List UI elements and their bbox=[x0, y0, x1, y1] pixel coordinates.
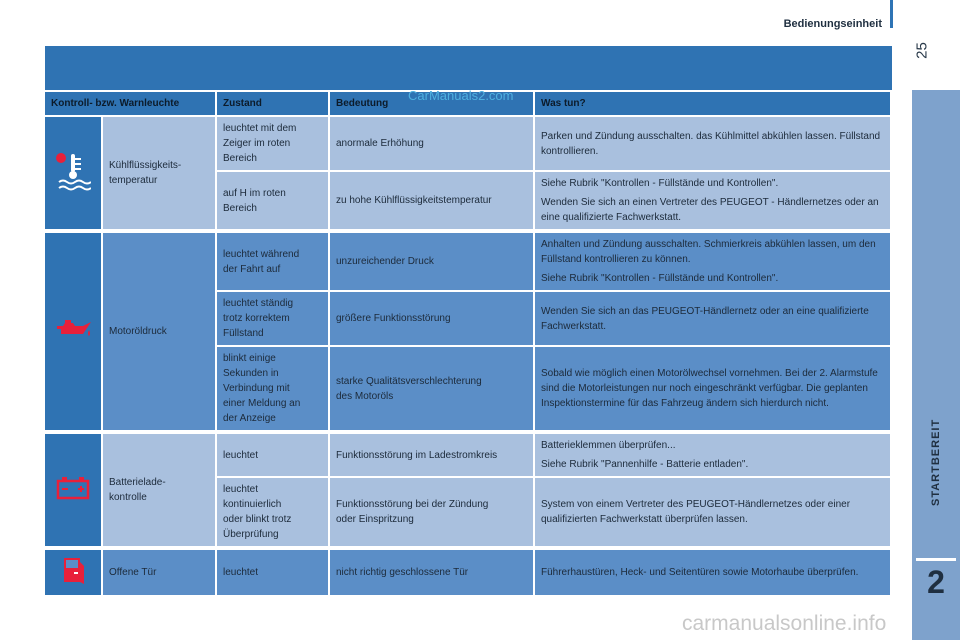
coolant-temperature-icon bbox=[55, 151, 91, 191]
chapter-rule bbox=[916, 558, 956, 561]
coolant-icon-cell bbox=[45, 117, 103, 231]
action-text: Wenden Sie sich an das PEUGEOT-Händlernetz oder an eine qualifizierte Fachwerkstatt. bbox=[541, 305, 869, 332]
header-warnleuchte: Kontroll- bzw. Warnleuchte bbox=[45, 92, 217, 117]
was-tun-cell bbox=[535, 434, 892, 478]
header-bedeutung: Bedeutung bbox=[330, 92, 535, 117]
watermark-bottom: carmanualsonline.info bbox=[682, 612, 887, 635]
bedeutung-cell: Funktionsstörung im Ladestromkreis bbox=[330, 434, 535, 478]
table-row bbox=[45, 117, 892, 172]
action-text: Wenden Sie sich an einen Vertreter des PEUGEOT - Händlernetzes oder an eine qualifizierte Fachwerkstatt. bbox=[541, 197, 879, 223]
was-tun-cell bbox=[535, 550, 892, 597]
zustand-cell: leuchtet während der Fahrt auf bbox=[217, 233, 330, 292]
action-text: Siehe Rubrik "Kontrollen - Füllstände und Kontrollen". bbox=[541, 273, 779, 284]
oil-icon-cell bbox=[45, 233, 103, 432]
battery-icon bbox=[55, 475, 91, 501]
table-row bbox=[45, 233, 892, 292]
table-banner bbox=[45, 46, 892, 90]
bedeutung-cell: Funktionsstörung bei der Zündung oder Einspritzung bbox=[330, 478, 535, 548]
action-text: Anhalten und Zündung ausschalten. Schmierkreis abkühlen lassen, um den Füllstand kontrollieren zu können. bbox=[541, 239, 876, 265]
warning-name-oil: Motoröldruck bbox=[103, 233, 217, 432]
chapter-label: STARTBEREIT bbox=[930, 418, 942, 506]
bedeutung-cell: anormale Erhöhung bbox=[330, 117, 535, 172]
action-text: Führerhaustüren, Heck- und Seitentüren sowie Motorhaube überprüfen. bbox=[541, 567, 859, 578]
door-icon-cell bbox=[45, 550, 103, 597]
table-row bbox=[45, 434, 892, 478]
was-tun-cell bbox=[535, 292, 892, 347]
table-row bbox=[45, 550, 892, 597]
page-number: 25 bbox=[913, 42, 931, 59]
action-text: Sobald wie möglich einen Motorölwechsel vornehmen. Bei der 2. Alarmstufe sind die Motorleistungen nur noch eingeschränkt verfügbar. Die geplanten Inspektionstermine für das Fahrzeug ändern sich hierdurch nicht. bbox=[541, 368, 878, 409]
header-rule bbox=[890, 0, 893, 28]
zustand-cell: auf H im roten Bereich bbox=[217, 172, 330, 231]
header-zustand: Zustand bbox=[217, 92, 330, 117]
bedeutung-cell: nicht richtig geschlossene Tür bbox=[330, 550, 535, 597]
zustand-cell: leuchtet bbox=[217, 434, 330, 478]
action-text: Siehe Rubrik "Pannenhilfe - Batterie entladen". bbox=[541, 459, 749, 470]
watermark-top: CarManuals2.com bbox=[408, 88, 514, 103]
action-text: Parken und Zündung ausschalten. das Kühlmittel abkühlen lassen. Füllstand kontrollieren. bbox=[541, 130, 881, 157]
was-tun-cell bbox=[535, 117, 892, 172]
battery-icon-cell bbox=[45, 434, 103, 548]
header-was-tun: Was tun? bbox=[535, 92, 892, 117]
warning-lights-table bbox=[45, 92, 892, 597]
action-text: System von einem Vertreter des PEUGEOT-Händlernetzes oder einer qualifizierten Fachwerkstatt überprüfen lassen. bbox=[541, 499, 851, 525]
zustand-cell: leuchtet mit dem Zeiger im roten Bereich bbox=[217, 117, 330, 172]
zustand-cell: leuchtet bbox=[217, 550, 330, 597]
warning-name-battery: Batterielade- kontrolle bbox=[103, 434, 217, 548]
oil-pressure-icon bbox=[53, 317, 93, 341]
bedeutung-cell: starke Qualitätsverschlechterung des Motoröls bbox=[330, 347, 535, 432]
warning-name-door: Offene Tür bbox=[103, 550, 217, 597]
chapter-number: 2 bbox=[927, 564, 945, 600]
zustand-cell: leuchtet ständig trotz korrektem Füllstand bbox=[217, 292, 330, 347]
page-header-title: Bedienungseinheit bbox=[783, 18, 882, 30]
action-text: Batterieklemmen überprüfen... bbox=[541, 440, 676, 451]
was-tun-cell bbox=[535, 347, 892, 432]
zustand-cell: leuchtet kontinuierlich oder blinkt trotz Überprüfung bbox=[217, 478, 330, 548]
was-tun-cell bbox=[535, 233, 892, 292]
warning-name-coolant: Kühlflüssigkeits- temperatur bbox=[103, 117, 217, 231]
bedeutung-cell: zu hohe Kühlflüssigkeitstemperatur bbox=[330, 172, 535, 231]
bedeutung-cell: größere Funktionsstörung bbox=[330, 292, 535, 347]
was-tun-cell bbox=[535, 478, 892, 548]
zustand-cell: blinkt einige Sekunden in Verbindung mit einer Meldung an der Anzeige bbox=[217, 347, 330, 432]
open-door-icon bbox=[60, 554, 86, 586]
bedeutung-cell: unzureichender Druck bbox=[330, 233, 535, 292]
action-text: Siehe Rubrik "Kontrollen - Füllstände und Kontrollen". bbox=[541, 178, 779, 189]
was-tun-cell bbox=[535, 172, 892, 231]
